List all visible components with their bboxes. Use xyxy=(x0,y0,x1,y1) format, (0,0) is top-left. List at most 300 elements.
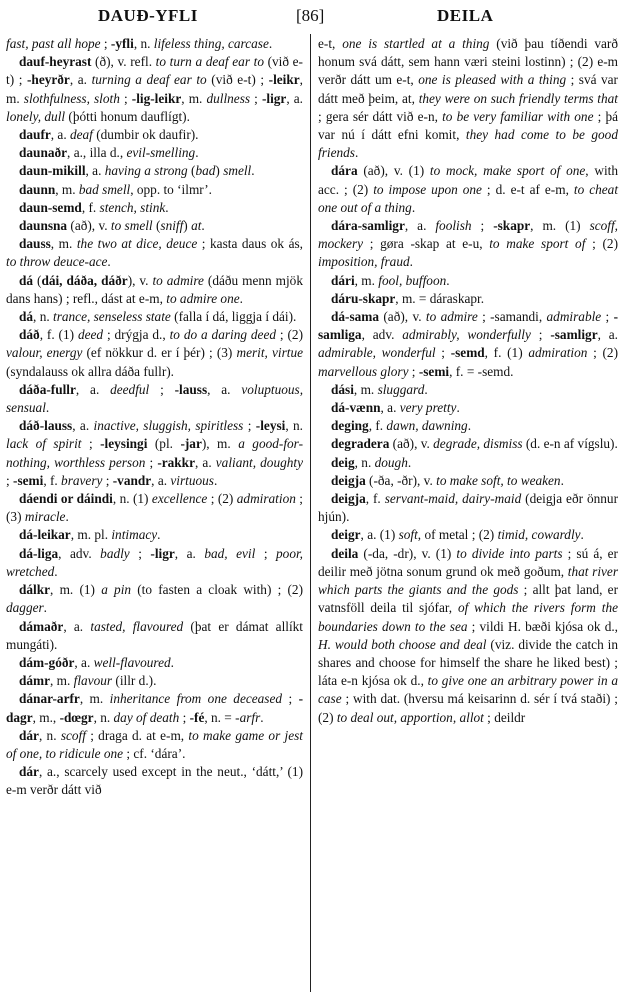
entry-text: ; gøra -skap at e-u, xyxy=(363,236,490,252)
entry-text: (við þau tíðendi varð honum svá dátt, sem hann væri steini lostinn) ; (2) e-m verðr dátt um e-t, xyxy=(318,36,618,88)
entry-text: , f. xyxy=(368,418,387,434)
dictionary-entry xyxy=(318,308,618,381)
entry-text: , f. xyxy=(43,472,62,488)
left-column xyxy=(6,35,303,800)
headword: dá xyxy=(19,272,34,288)
headword: -vandr xyxy=(112,472,152,488)
entry-text: (pl. xyxy=(147,436,181,452)
entry-text: ; -samandi, xyxy=(477,309,547,325)
definition-text: trance, senseless state xyxy=(53,309,171,325)
entry-text: , n. = xyxy=(204,709,236,725)
entry-text: ; xyxy=(435,345,451,361)
headword: -semd xyxy=(450,345,485,361)
dictionary-entry xyxy=(318,399,618,417)
entry-text: , opp. to ‘ilmr’. xyxy=(130,181,212,197)
entry-text: . xyxy=(43,600,47,616)
definition-text: to mock, make sport of one xyxy=(429,163,586,179)
dictionary-entry xyxy=(6,326,303,381)
definition-text: marvellous glory xyxy=(318,363,409,379)
entry-text: , f. = -semd. xyxy=(449,363,514,379)
dictionary-entry xyxy=(6,417,303,490)
dictionary-entry xyxy=(318,217,618,272)
entry-text: . xyxy=(107,254,111,270)
entry-text: , m. xyxy=(354,272,379,288)
headword: dáendi or dáindi xyxy=(19,491,113,507)
definition-text: sniff xyxy=(160,218,184,234)
entry-text: ; kasta daus ok ás, xyxy=(197,236,304,252)
entry-text: ; (2) xyxy=(276,327,303,343)
entry-text: ; xyxy=(255,545,277,561)
definition-text: to be very familiar with one xyxy=(442,108,594,124)
headword: -samligr xyxy=(550,327,598,343)
entry-text: (við e-t) ; xyxy=(6,54,303,88)
entry-text: , a. xyxy=(286,90,303,106)
headword: dáð-lauss xyxy=(19,418,73,434)
entry-text: (to fasten a cloak with) ; (2) xyxy=(131,582,304,598)
entry-text: ; xyxy=(100,36,111,51)
entry-text: , n. xyxy=(133,36,154,51)
definition-text: to divide into parts xyxy=(456,545,563,561)
entry-text: ; with dat. (hversu má keisarinn d. sér í tvá staði) ; (2) xyxy=(318,691,618,725)
definition-text: poor, wretched xyxy=(6,545,304,579)
dictionary-entry xyxy=(6,199,303,217)
dictionary-entry xyxy=(6,672,303,690)
entry-text: , a. xyxy=(72,418,94,434)
definition-text: slothfulness, sloth xyxy=(23,90,120,106)
definition-text: voluptuous, sensual xyxy=(6,381,304,416)
dictionary-entry xyxy=(6,144,303,162)
entry-text: ; cf. ‘dára’. xyxy=(123,745,186,761)
dictionary-entry xyxy=(6,308,303,326)
entry-text: (illr d.). xyxy=(112,673,157,689)
entry-text: , m. (1) xyxy=(530,218,590,234)
dictionary-entry xyxy=(318,272,618,290)
headword: daunsna xyxy=(19,218,68,234)
entry-text: (þótti honum dauflígt). xyxy=(65,108,190,124)
definition-text: excellence xyxy=(151,491,208,507)
headword: dári xyxy=(331,272,355,288)
entry-text: (þat er dámat allíkt mungáti). xyxy=(6,618,303,652)
entry-text: ; xyxy=(250,90,262,106)
entry-text: , adv. xyxy=(58,545,101,561)
entry-text: ; xyxy=(243,418,256,434)
headword: dár xyxy=(19,764,39,780)
definition-text: flavour xyxy=(73,673,113,689)
entry-text: . xyxy=(251,163,255,179)
definition-text: to admire xyxy=(425,309,478,325)
entry-text: , a. xyxy=(174,545,205,561)
entry-text: , a. xyxy=(74,654,94,670)
headword: dái, dáða, dáðr xyxy=(41,272,128,288)
definition-text: scoff, mockery xyxy=(318,218,619,252)
headword: deig xyxy=(331,454,355,470)
entry-text: , f. xyxy=(365,491,385,507)
definition-text: of which the rivers form the boundaries down to the sea xyxy=(318,600,618,634)
entry-text: . xyxy=(446,272,450,288)
entry-text: ; drýgja d., xyxy=(103,327,170,343)
headword: -jar xyxy=(180,436,202,452)
entry-text: , m. xyxy=(50,673,74,689)
entry-text: ; svá var dátt með þeim, at, xyxy=(318,72,618,106)
dictionary-entry xyxy=(6,690,303,726)
headword: -semi xyxy=(418,363,450,379)
definition-text: lonely, dull xyxy=(6,108,66,124)
entry-text: . xyxy=(411,199,416,215)
definition-text: that river which parts the giants and the gods xyxy=(318,563,618,598)
definition-text: to admire xyxy=(152,272,204,288)
definition-text: stench, stink xyxy=(99,199,166,215)
headword: degradera xyxy=(331,436,390,452)
entry-text: , m., xyxy=(32,709,60,725)
entry-text: , f. (1) xyxy=(39,327,78,343)
definition-text: degrade, dismiss xyxy=(433,436,523,452)
dictionary-entry xyxy=(318,162,618,217)
entry-text: (við e-t) ; xyxy=(206,72,269,88)
definition-text: bravery xyxy=(61,472,103,488)
definition-text: bad smell xyxy=(78,181,131,197)
dictionary-entry xyxy=(6,763,303,799)
definition-text: to do a daring deed xyxy=(169,327,277,343)
definition-text: the two at dice, deuce xyxy=(76,236,198,252)
definition-text: to throw deuce-ace xyxy=(6,254,108,270)
headword: -skapr xyxy=(493,218,531,234)
definition-text: deedful xyxy=(110,381,150,397)
entry-text: ; xyxy=(149,381,175,397)
headword: dási xyxy=(331,381,354,397)
headword: daun-semd xyxy=(19,199,82,215)
definition-text: at xyxy=(191,218,202,234)
dictionary-entry xyxy=(6,35,303,53)
definition-text: scoff xyxy=(60,727,86,743)
headword: dauf-heyrast xyxy=(19,54,92,70)
entry-text: ; xyxy=(530,327,551,343)
entry-text: ; xyxy=(6,472,14,488)
entry-text: , a. xyxy=(151,472,171,488)
entry-text: ; sú á, er deilir með jötna sonum grund ok með goðum, xyxy=(318,545,618,579)
entry-text: ; (2) xyxy=(207,491,237,507)
entry-text: ), v. xyxy=(127,272,153,288)
entry-text: . xyxy=(239,290,243,306)
entry-text: , m. xyxy=(55,181,79,197)
definition-text: virtuous xyxy=(170,472,214,488)
entry-text: , a. xyxy=(50,127,70,143)
entry-text: . xyxy=(467,418,472,434)
entry-text: , n. xyxy=(33,309,53,325)
dictionary-entry xyxy=(6,727,303,763)
headword: dámaðr xyxy=(19,618,64,634)
entry-text: (falla í dá, liggja í dái). xyxy=(170,309,297,325)
definition-text: they were on such friendly terms that xyxy=(418,90,618,106)
entry-text: ; xyxy=(282,691,299,707)
headword: dár xyxy=(19,727,39,743)
entry-text: , f. (1) xyxy=(484,345,529,361)
definition-text: inactive, sluggish, spiritless xyxy=(93,418,244,434)
headword: -semi xyxy=(13,472,44,488)
entry-text: (að), v. xyxy=(389,436,434,452)
headword: -leikr xyxy=(268,72,300,88)
definition-text: miracle xyxy=(24,509,66,525)
definition-text: badly xyxy=(100,545,130,561)
headword: dára-samligr xyxy=(331,218,405,234)
definition-text: admirable xyxy=(546,309,602,325)
headword: daunaðr xyxy=(19,145,68,161)
definition-text: to make soft, to weaken xyxy=(436,472,561,488)
entry-text: , m. pl. xyxy=(70,527,112,543)
entry-text: ; xyxy=(471,218,494,234)
definition-text: to make sport of xyxy=(489,236,586,252)
entry-text: . xyxy=(580,527,584,543)
entry-text: , f. xyxy=(81,199,100,215)
definition-text: servant-maid, dairy-maid xyxy=(384,491,522,507)
headword: daun-mikill xyxy=(19,163,86,179)
entry-text: (-ða, -ðr), v. xyxy=(365,472,437,488)
headword: dáru-skapr xyxy=(331,290,396,306)
entry-text: ; xyxy=(145,454,158,470)
definition-text: merit, virtue xyxy=(236,345,303,361)
entry-text: , n. xyxy=(285,418,304,434)
headword: dáð xyxy=(19,327,40,343)
headword: -ligr xyxy=(150,545,175,561)
right-guide-word: DEILA xyxy=(437,6,494,25)
headword: daunn xyxy=(19,181,56,197)
entry-text: . xyxy=(424,381,428,397)
headword: dá-vænn xyxy=(331,400,381,416)
entry-text: (dumbir ok daufir). xyxy=(92,127,199,143)
headword: -heyrðr xyxy=(27,72,70,88)
definition-text: admirably, wonderfully xyxy=(402,327,531,343)
dictionary-entry xyxy=(318,35,618,162)
entry-text: . xyxy=(195,145,199,161)
definition-text: lack of spirit xyxy=(6,436,82,452)
definition-text: fool, buffoon xyxy=(378,272,447,288)
headword: deigja xyxy=(331,472,366,488)
entry-text: . xyxy=(213,472,218,488)
entry-text: . xyxy=(201,218,205,234)
entry-text: , a. xyxy=(404,218,436,234)
entry-text: . xyxy=(268,36,273,51)
definition-text: bad, evil xyxy=(204,545,256,561)
definition-text: fast, past all hope xyxy=(6,36,101,51)
entry-text: , m. xyxy=(6,72,303,106)
dictionary-entry xyxy=(6,53,303,126)
headword: dá-liga xyxy=(19,545,59,561)
definition-text: timid, cowardly xyxy=(497,527,581,543)
entry-text: . xyxy=(354,145,359,161)
entry-text: (viz. divide the catch in shares and choose for himself the share he liked best) ; láta e-n kjósa ok d., xyxy=(318,636,618,689)
headword: -yfli xyxy=(110,36,134,51)
entry-text: ; xyxy=(102,472,113,488)
definition-text: dough xyxy=(374,454,408,470)
headword: -fé xyxy=(189,709,205,725)
definition-text: soft xyxy=(398,527,418,543)
definition-text: admirable, wonderful xyxy=(318,345,436,361)
dictionary-entry xyxy=(318,472,618,490)
definition-text: dawn, dawning xyxy=(386,418,468,434)
page-number: [86] xyxy=(296,6,325,25)
entry-text: ) xyxy=(183,218,192,234)
headword: -ligr xyxy=(261,90,287,106)
dictionary-entry xyxy=(318,454,618,472)
entry-text: . xyxy=(170,654,174,670)
entry-text: ; allt þat land, er vatnsföll deila til sjófar, xyxy=(318,582,618,616)
headword: deging xyxy=(331,418,369,434)
headword: dámr xyxy=(19,673,51,689)
entry-text: ; þá var nú í dátt efni komit, xyxy=(318,108,618,143)
entry-text: , a. xyxy=(207,381,242,397)
definition-text: they had come to be good friends xyxy=(318,127,618,161)
entry-text: (syndalauss ok allra dáða fullr). xyxy=(6,363,175,379)
entry-text: (deigja eðr önnur hjún). xyxy=(318,491,618,525)
definition-text: evil-smelling xyxy=(126,145,196,161)
definition-text: H. would both choose and deal xyxy=(318,636,487,652)
entry-text: ), m. xyxy=(201,436,239,452)
headword: dá-leikar xyxy=(19,527,71,543)
definition-text: admiration xyxy=(236,491,296,507)
entry-text: (d. e-n af vígslu). xyxy=(522,436,618,452)
entry-text: , m. xyxy=(79,691,110,707)
dictionary-entry xyxy=(6,235,303,271)
entry-text: , n. (1) xyxy=(112,491,152,507)
headword: dánar-arfr xyxy=(19,691,80,707)
entry-text: . xyxy=(409,254,413,270)
entry-text: , n. xyxy=(38,727,61,743)
definition-text: valour, energy xyxy=(6,345,83,361)
headword: deigja xyxy=(331,491,366,507)
entry-text: , m. xyxy=(181,90,207,106)
entry-text: ; deildr xyxy=(483,709,526,725)
dictionary-entry xyxy=(318,381,618,399)
dictionary-entry xyxy=(318,526,618,544)
dictionary-entry xyxy=(6,126,303,144)
entry-text: ; d. e-t af e-m, xyxy=(481,181,574,197)
definition-text: very pretty xyxy=(399,400,457,416)
definition-text: bad xyxy=(195,163,216,179)
entry-text: (ef nökkur d. er í þér) ; (3) xyxy=(82,345,237,361)
dictionary-entry xyxy=(6,545,303,581)
entry-text: . xyxy=(456,400,460,416)
definition-text: to make game or jest of one, to ridicule one xyxy=(6,727,303,761)
definition-text: a pin xyxy=(101,582,132,598)
entry-text: . xyxy=(407,454,412,470)
entry-text: ; xyxy=(81,436,101,452)
dictionary-entry xyxy=(6,526,303,544)
entry-text: ( xyxy=(33,272,42,288)
dictionary-entry xyxy=(6,490,303,526)
entry-text: ; xyxy=(601,309,614,325)
definition-text: admiration xyxy=(528,345,588,361)
entry-text: . xyxy=(45,400,50,416)
entry-text: , m. xyxy=(50,236,77,252)
entry-text: ; gera sér dátt við e-n, xyxy=(318,108,443,124)
entry-text: ) xyxy=(215,163,224,179)
entry-text: , with acc. ; (2) xyxy=(318,163,619,197)
dictionary-entry xyxy=(6,654,303,672)
definition-text: -arfr xyxy=(235,709,261,725)
definition-text: dagger xyxy=(6,600,44,616)
headword: -dœgr xyxy=(59,709,94,725)
definition-text: smell xyxy=(223,163,252,179)
headword: dáða-fullr xyxy=(19,381,76,397)
entry-text: ( xyxy=(187,163,196,179)
entry-text: , a. xyxy=(69,72,92,88)
entry-text: ; (2) xyxy=(585,236,618,252)
dictionary-entry xyxy=(6,217,303,235)
definition-text: imposition, fraud xyxy=(318,254,410,270)
headword: -leysingi xyxy=(100,436,148,452)
headword: daufr xyxy=(19,127,51,143)
dictionary-entry xyxy=(318,545,618,727)
headword: dá xyxy=(19,309,34,325)
definition-text: to admire one xyxy=(166,290,240,306)
headword: deigr xyxy=(331,527,361,543)
entry-text: (að), v. xyxy=(67,218,111,234)
dictionary-entry xyxy=(6,162,303,180)
column-divider xyxy=(310,34,311,992)
entry-text: , a. xyxy=(85,163,105,179)
dictionary-entry xyxy=(6,381,303,417)
definition-text: having a strong xyxy=(104,163,188,179)
headword: -lig-leikr xyxy=(131,90,182,106)
dictionary-entry xyxy=(6,581,303,617)
entry-text: , a., scarcely used except in the neut., ‘dátt,’ (1) e-m verðr dátt við xyxy=(6,764,303,798)
dictionary-entry xyxy=(6,181,303,199)
definition-text: lifeless thing, carcase xyxy=(153,36,269,51)
definition-text: well-flavoured xyxy=(93,654,171,670)
entry-text: ; xyxy=(129,545,151,561)
definition-text: turning a deaf ear to xyxy=(91,72,207,88)
definition-text: valiant, doughty xyxy=(215,454,303,470)
headword: -rakkr xyxy=(157,454,195,470)
entry-text: . xyxy=(560,472,564,488)
definition-text: to give one an arbitrary power in a case xyxy=(318,673,619,707)
entry-text: ; (2) xyxy=(587,345,618,361)
entry-text: . xyxy=(165,199,169,215)
entry-text: (að), v. xyxy=(379,309,426,325)
entry-text: , a. xyxy=(63,618,91,634)
dictionary-entry xyxy=(318,490,618,526)
dictionary-entry xyxy=(6,272,303,308)
entry-text: e-t, xyxy=(318,36,343,51)
entry-text: (-da, -dr), v. (1) xyxy=(358,545,457,561)
entry-text: , m. (1) xyxy=(50,582,102,598)
headword: deila xyxy=(331,545,359,561)
dictionary-entry xyxy=(318,435,618,453)
entry-text: ( xyxy=(152,218,161,234)
entry-text: , a. xyxy=(75,381,111,397)
entry-text: (dáðu menn mjök dans hans) ; refl., dást at e-m, xyxy=(6,272,303,306)
headword: dám-góðr xyxy=(19,654,75,670)
definition-text: deaf xyxy=(69,127,93,143)
headword: dára xyxy=(331,163,358,179)
definition-text: to turn a deaf ear to xyxy=(155,54,264,70)
definition-text: foolish xyxy=(435,218,472,234)
definition-text: to cheat one out of a thing xyxy=(318,181,619,215)
headword: -samliga xyxy=(318,309,619,343)
entry-text: (að), v. (1) xyxy=(357,163,430,179)
definition-text: to deal out, apportion, allot xyxy=(336,709,484,725)
entry-text: , n. xyxy=(93,709,114,725)
dictionary-entry xyxy=(6,618,303,654)
dictionary-entry xyxy=(318,417,618,435)
entry-text: . xyxy=(157,527,161,543)
definition-text: inheritance from one deceased xyxy=(109,691,283,707)
headword: dálkr xyxy=(19,582,51,598)
right-column xyxy=(318,35,618,727)
definition-text: dullness xyxy=(206,90,251,106)
entry-text: ; xyxy=(119,90,132,106)
entry-text: , n. xyxy=(354,454,375,470)
entry-text: , adv. xyxy=(361,327,403,343)
